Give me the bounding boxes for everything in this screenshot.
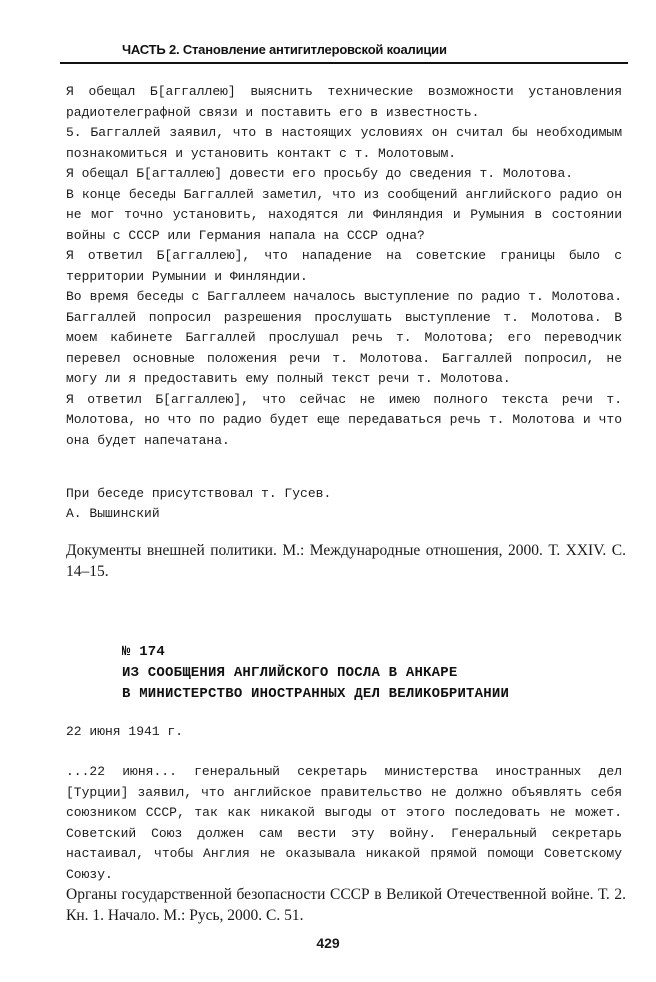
paragraph-6: Во время беседы с Баггаллеем началось выступление по радио т. Молотова. Баггаллей попросил разрешения прослушать выступление т. Молотова. В моем кабинете Баггаллей прослушал речь т. Молотова; его переводчик перевел основные положения речи т. Молотова. Баггаллей попросил, не могу ли я предоставить ему полный текст речи т. Молотова. xyxy=(66,289,622,386)
paragraph-7: Я ответил Б[аггаллею], что сейчас не имею полного текста речи т. Молотова, но что по радио будет еще передаваться речь т. Молотова и что она будет напечатана. xyxy=(66,391,622,448)
paragraph-5: Я ответил Б[аггаллею], что нападение на советские границы было с территории Румынии и Финляндии. xyxy=(66,248,622,284)
document-title-line-1: ИЗ СООБЩЕНИЯ АНГЛИЙСКОГО ПОСЛА В АНКАРЕ xyxy=(122,665,458,681)
document-date: 22 июня 1941 г. xyxy=(66,724,184,739)
page-number: 429 xyxy=(316,935,340,951)
running-head: ЧАСТЬ 2. Становление антигитлеровской коалиции xyxy=(122,42,447,57)
paragraph-4: В конце беседы Баггаллей заметил, что из сообщений английского радио он не мог точно установить, находятся ли Финляндия и Румыния в состоянии войны с СССР или Германия напала на СССР одна? xyxy=(66,186,622,243)
attendance-note: При беседе присутствовал т. Гусев. xyxy=(66,486,332,501)
document-174-body: ...22 июня... генеральный секретарь министерства иностранных дел [Турции] заявил, что английское правительство не должно объявлять себя союзником СССР, так как никакой выгоды от этого последовать не может. Советский Союз должен сам вести эту войну. Генеральный секретарь настаивал, чтобы Англия не оказывала никакой прямой помощи Советскому Союзу. xyxy=(66,764,622,882)
header-rule xyxy=(60,62,628,64)
paragraph-3: Я обещал Б[агталлею] довести его просьбу до сведения т. Молотова. xyxy=(66,166,574,181)
paragraph-2: 5. Баггаллей заявил, что в настоящих условиях он считал бы необходимым познакомиться и установить контакт с т. Молотовым. xyxy=(66,125,622,161)
signature: А. Вышинский xyxy=(66,506,160,521)
source-citation-2: Органы государственной безопасности СССР в Великой Отечественной войне. Т. 2. Кн. 1. Начало. М.: Русь, 2000. С. 51. xyxy=(66,886,626,924)
document-number: № 174 xyxy=(122,644,166,660)
document-title-line-2: В МИНИСТЕРСТВО ИНОСТРАННЫХ ДЕЛ ВЕЛИКОБРИТАНИИ xyxy=(122,686,510,702)
document-173-body xyxy=(66,82,622,451)
source-citation-1: Документы внешней политики. М.: Международные отношения, 2000. Т. XXIV. С. 14–15. xyxy=(66,542,626,580)
paragraph-1: Я обещал Б[аггаллею] выяснить технические возможности установления радиотелеграфной связи и поставить его в известность. xyxy=(66,84,622,120)
